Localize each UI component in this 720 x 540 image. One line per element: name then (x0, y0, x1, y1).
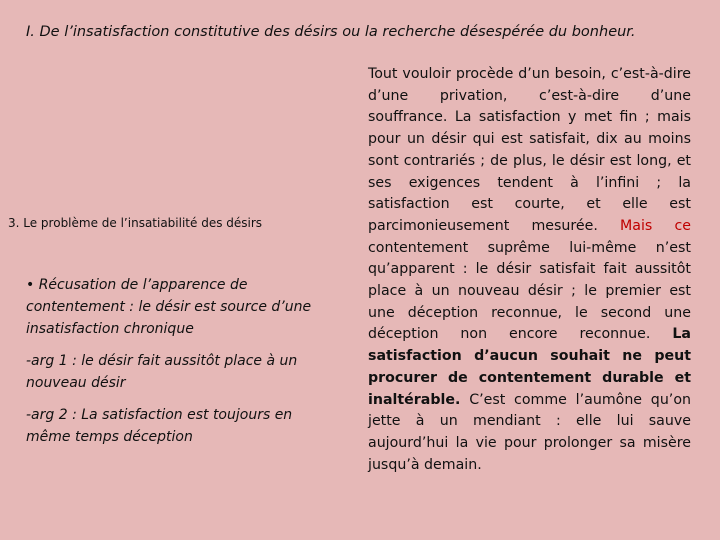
point-arg-2: -arg 2 : La satisfaction est toujours en même temps déception (26, 407, 293, 445)
quote-part-1: Tout vouloir procède d’un besoin, c’est-à-dire d’une privation, c’est-à-dire d’une souffrance. La satisfaction y met fin ; mais pour un désir qui est satisfait, dix au moins sont contrariés ; de plus, le désir est long, et ses exigences tendent à l’infini ; la satisfaction est courte, et elle est parcimonieusement mesurée. (368, 66, 691, 234)
quote-part-red: Mais ce (620, 217, 691, 234)
point-recusation: • Récusation de l’apparence de contentement : le désir est source d’une insatisfaction chronique (26, 277, 312, 337)
quote-part-3: contentement suprême lui-même n’est qu’apparent : le désir satisfait fait aussitôt place à un nouveau désir ; le premier est une déception reconnue, le second une déception non encore reconnue. (368, 239, 691, 343)
section-heading: 3. Le problème de l’insatiabilité des désirs (8, 216, 263, 230)
quote-part-bold: La satisfaction d’aucun souhait ne peut procurer de contentement durable et inaltérable. (368, 326, 691, 408)
point-arg-1: -arg 1 : le désir fait aussitôt place à un nouveau désir (26, 353, 298, 391)
slide-title: I. De l’insatisfaction constitutive des désirs ou la recherche désespérée du bonheur. (26, 24, 636, 40)
quote-paragraph (368, 64, 691, 476)
quote-part-5: C’est comme l’aumône qu’on jette à un mendiant : elle lui sauve aujourd’hui la vie pour prolonger sa misère jusqu’à demain. (368, 391, 691, 473)
